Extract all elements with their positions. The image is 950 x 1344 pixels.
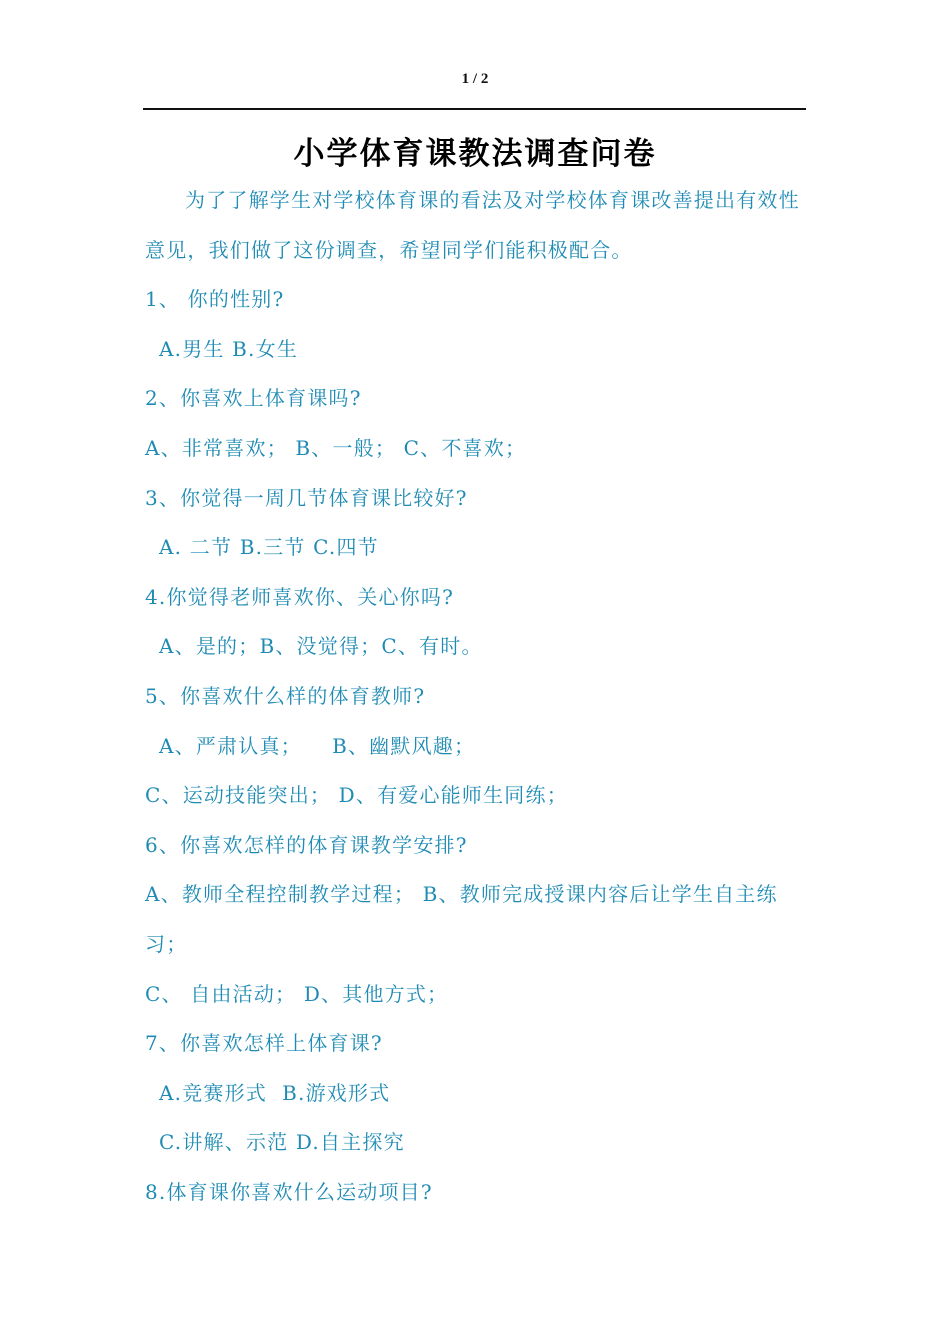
header-rule: [143, 108, 806, 110]
question-1-options: A.男生 B.女生: [159, 336, 299, 361]
question-4-options: A、是的；B、没觉得；C、有时。: [159, 634, 483, 659]
question-5-options-cd: C、运动技能突出； D、有爱心能师生同练；: [145, 783, 568, 808]
question-5-options-ab: A、严肃认真； B、幽默风趣；: [159, 733, 476, 758]
question-6-options-ab-continued: 习；: [145, 931, 188, 956]
document-title: 小学体育课教法调查问卷: [293, 136, 657, 172]
question-2: 2、你喜欢上体育课吗?: [145, 386, 362, 411]
question-4: 4.你觉得老师喜欢你、关心你吗?: [145, 584, 455, 609]
question-7: 7、你喜欢怎样上体育课?: [145, 1031, 383, 1056]
question-3-options: A. 二节 B.三节 C.四节: [159, 535, 379, 560]
page-number: 1 / 2: [461, 71, 489, 87]
question-6: 6、你喜欢怎样的体育课教学安排?: [145, 832, 468, 857]
question-7-options-cd: C.讲解、示范 D.自主探究: [159, 1130, 405, 1155]
question-7-options-ab: A.竞赛形式 B.游戏形式: [159, 1080, 391, 1105]
question-2-options: A、非常喜欢； B、一般； C、不喜欢；: [145, 435, 527, 460]
question-8: 8.体育课你喜欢什么运动项目?: [145, 1179, 433, 1204]
question-1: 1、 你的性别?: [145, 287, 285, 312]
question-6-options-ab: A、教师全程控制教学过程； B、教师完成授课内容后让学生自主练: [145, 882, 778, 907]
document-body: [145, 176, 809, 1217]
intro-paragraph: 为了了解学生对学校体育课的看法及对学校体育课改善提出有效性意见，我们做了这份调查，希望同学们能积极配合。: [145, 188, 800, 262]
question-6-options-cd: C、 自由活动； D、其他方式；: [145, 981, 449, 1006]
question-3: 3、你觉得一周几节体育课比较好?: [145, 485, 468, 510]
question-5: 5、你喜欢什么样的体育教师?: [145, 683, 426, 708]
